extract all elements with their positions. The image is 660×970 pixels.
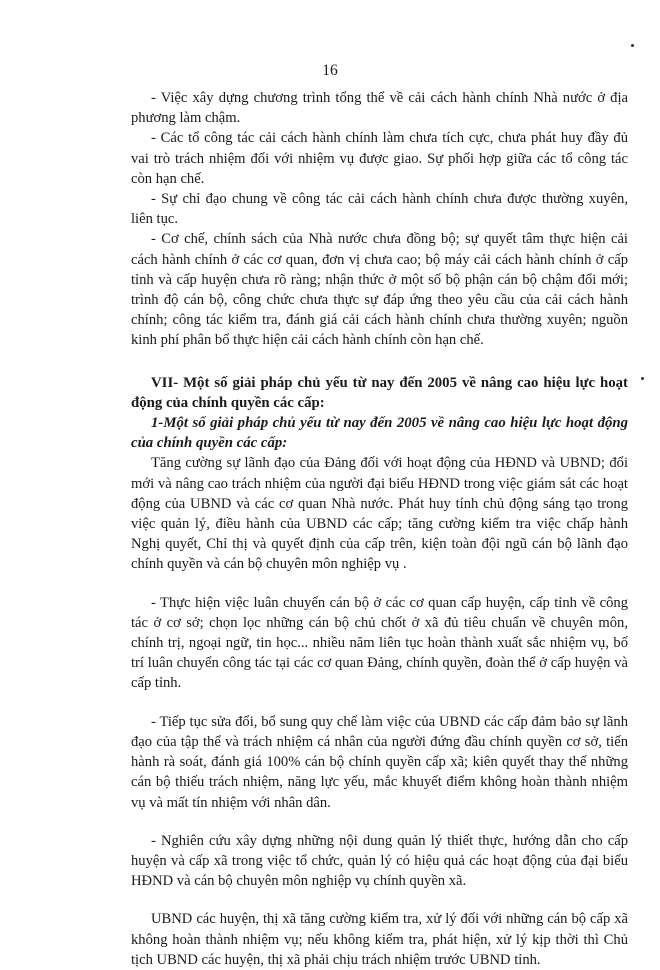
document-body xyxy=(131,88,628,970)
paragraph-work-regulations: - Tiếp tục sửa đổi, bổ sung quy chế làm việc của UBND các cấp đảm bảo sự lãnh đạo của tập thể và trách nhiệm cá nhân của người đứng đầu chính quyền cơ sở, tiến hành rà soát, đánh giá 100% cán bộ chính quyền cấp xã; kiên quyết thay thế những cán bộ thiếu trách nhiệm, năng lực yếu, mắc khuyết điểm không hoàn thành nhiệm vụ và mất tín nhiệm với nhân dân. xyxy=(131,713,628,811)
paragraph-mechanisms: - Cơ chế, chính sách của Nhà nước chưa đồng bộ; sự quyết tâm thực hiện cải cách hành chính ở các cơ quan, đơn vị chưa cao; bộ máy cải cách hành chính ở cấp tỉnh và cấp huyện chưa rõ ràng; nhận thức ở một số bộ phận cán bộ chậm đổi mới; trình độ cán bộ, công chức chưa thực sự đáp ứng theo yêu cầu của cải cách hành chính; công tác kiểm tra, đánh giá cải cách hành chính chưa thường xuyên; nguồn kinh phí phân bổ thực hiện cải cách hành chính còn hạn chế. xyxy=(131,231,628,349)
paragraph-task-forces: - Các tổ công tác cải cách hành chính làm chưa tích cực, chưa phát huy đầy đủ vai trò trách nhiệm đối với nhiệm vụ được giao. Sự phối hợp giữa các tổ công tác còn hạn chế. xyxy=(131,130,628,187)
paragraph-schedule-delay: - Việc xây dựng chương trình tổng thể về cải cách hành chính Nhà nước ở địa phương làm chậm. xyxy=(131,90,628,127)
paragraph-management-content: - Nghiên cứu xây dựng những nội dung quản lý thiết thực, hướng dẫn cho cấp huyện và cấp xã trong việc tổ chức, quản lý có hiệu quả các hoạt động của đại biểu HĐND và cán bộ chuyên môn nghiệp vụ chính quyền xã. xyxy=(131,832,628,890)
scan-speck xyxy=(631,44,634,47)
paragraph-cadre-rotation: - Thực hiện việc luân chuyển cán bộ ở các cơ quan cấp huyện, cấp tỉnh về công tác ở cơ sở; chọn lọc những cán bộ chủ chốt ở xã đủ tiêu chuẩn về chuyên môn, chính trị, ngoại ngữ, tin học... nhiều năm liên tục hoàn thành xuất sắc nhiệm vụ, bố trí luân chuyển công tác tại các cơ quan Đảng, chính quyền, đoàn thể ở cấp huyện và cấp tỉnh. xyxy=(131,594,628,692)
scan-speck xyxy=(641,377,644,380)
page-number: 16 xyxy=(322,62,338,79)
paragraph-inspection: UBND các huyện, thị xã tăng cường kiểm tra, xử lý đối với những cán bộ cấp xã không hoàn thành nhiệm vụ; nếu không kiểm tra, phát hiện, xử lý kịp thời thì Chủ tịch UBND các huyện, thị xã phải chịu trách nhiệm trước UBND tỉnh. xyxy=(131,911,628,968)
paragraph-party-leadership: Tăng cường sự lãnh đạo của Đảng đối với hoạt động của HĐND và UBND; đổi mới và nâng cao trách nhiệm của người đại biểu HĐND trong việc giám sát các hoạt động của UBND và các cơ quan Nhà nước. Phát huy tính chủ động sáng tạo trong việc quản lý, điều hành của UBND các cấp; tăng cường kiểm tra việc chấp hành Nghị quyết, Chỉ thị và quyết định của cấp trên, kiện toàn đội ngũ cán bộ lãnh đạo chính quyền và cán bộ chuyên môn nghiệp vụ . xyxy=(131,455,628,573)
subsection-heading: 1-Một số giải pháp chủ yếu từ nay đến 2005 về nâng cao hiệu lực hoạt động của chính quyền các cấp: xyxy=(131,415,628,452)
paragraph-direction: - Sự chỉ đạo chung về công tác cải cách hành chính chưa được thường xuyên, liên tục. xyxy=(131,191,628,228)
section-heading: VII- Một số giải pháp chủ yếu từ nay đến 2005 về nâng cao hiệu lực hoạt động của chính quyền các cấp: xyxy=(131,374,628,411)
